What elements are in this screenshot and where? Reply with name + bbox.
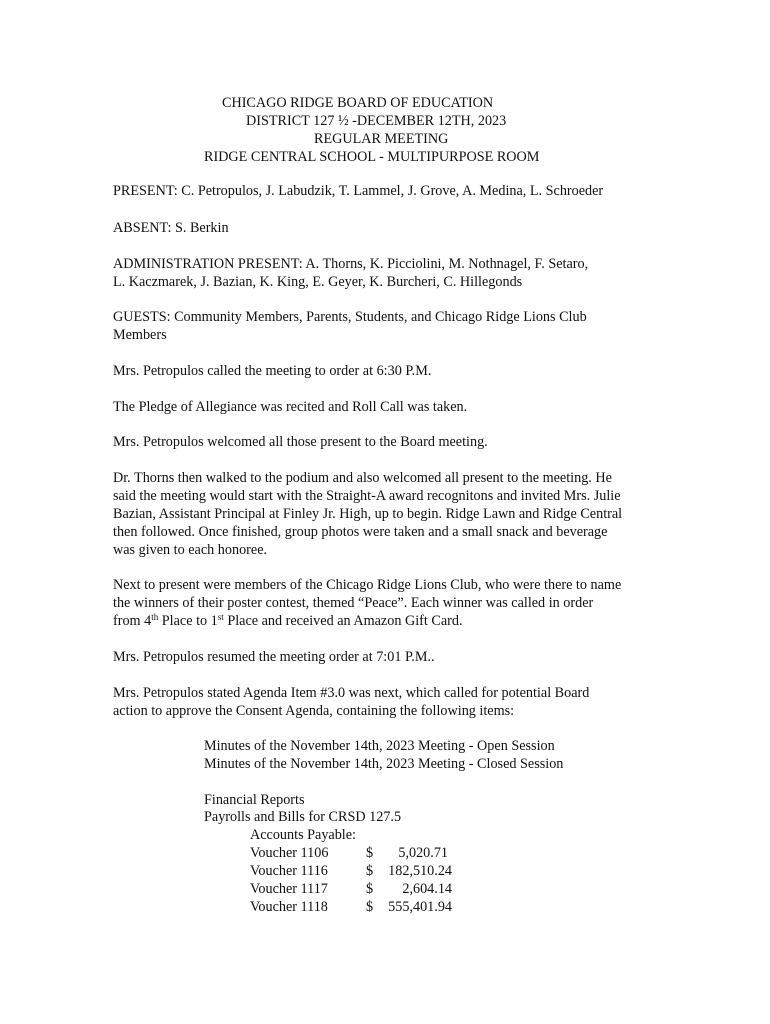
agenda-paragraph xyxy=(113,684,673,720)
header-location: RIDGE CENTRAL SCHOOL - MULTIPURPOSE ROOM xyxy=(204,149,540,165)
consent-minutes-open: Minutes of the November 14th, 2023 Meeting - Open Session xyxy=(204,738,555,754)
present-paragraph xyxy=(113,182,673,200)
voucher-currency: $ xyxy=(366,881,374,897)
voucher-row xyxy=(250,898,470,916)
lions-line-2: the winners of their poster contest, themed “Peace”. Each winner was called in order xyxy=(113,595,594,611)
thorns-line-1: Dr. Thorns then walked to the podium and also welcomed all present to the meeting. He xyxy=(113,470,612,486)
absent-text: ABSENT: S. Berkin xyxy=(113,220,229,236)
voucher-name: Voucher 1117 xyxy=(250,881,328,897)
pledge-paragraph xyxy=(113,398,673,416)
welcome-text: Mrs. Petropulos welcomed all those present to the Board meeting. xyxy=(113,434,488,450)
voucher-name: Voucher 1118 xyxy=(250,899,328,915)
resumed-text: Mrs. Petropulos resumed the meeting order at 7:01 P.M.. xyxy=(113,649,435,665)
thorns-paragraph xyxy=(113,469,673,559)
consent-payrolls: Payrolls and Bills for CRSD 127.5 xyxy=(204,809,402,825)
thorns-line-5: was given to each honoree. xyxy=(113,542,268,558)
administration-line-1: ADMINISTRATION PRESENT: A. Thorns, K. Picciolini, M. Nothnagel, F. Setaro, xyxy=(113,256,589,272)
header-board-name: CHICAGO RIDGE BOARD OF EDUCATION xyxy=(222,95,494,111)
consent-financial-reports: Financial Reports xyxy=(204,792,305,808)
administration-line-2: L. Kaczmarek, J. Bazian, K. King, E. Geyer, K. Burcheri, C. Hillegonds xyxy=(113,274,523,290)
voucher-row xyxy=(250,862,470,880)
agenda-line-1: Mrs. Petropulos stated Agenda Item #3.0 was next, which called for potential Board xyxy=(113,685,590,701)
voucher-currency: $ xyxy=(366,863,374,879)
consent-accounts-payable: Accounts Payable: xyxy=(250,827,356,843)
guests-line-2: Members xyxy=(113,327,167,343)
voucher-currency: $ xyxy=(366,899,374,915)
resumed-paragraph xyxy=(113,648,673,666)
agenda-line-2: action to approve the Consent Agenda, containing the following items: xyxy=(113,703,515,719)
welcome-paragraph xyxy=(113,433,673,451)
thorns-line-3: Bazian, Assistant Principal at Finley Jr. High, up to begin. Ridge Lawn and Ridge Central xyxy=(113,506,623,522)
call-to-order-text: Mrs. Petropulos called the meeting to order at 6:30 P.M. xyxy=(113,363,432,379)
voucher-name: Voucher 1116 xyxy=(250,863,328,879)
guests-line-1: GUESTS: Community Members, Parents, Students, and Chicago Ridge Lions Club xyxy=(113,309,587,325)
lions-line-3: from 4th Place to 1st Place and received an Amazon Gift Card. xyxy=(113,612,463,629)
absent-paragraph xyxy=(113,219,673,237)
lions-paragraph xyxy=(113,576,673,630)
administration-paragraph xyxy=(113,255,673,291)
voucher-row xyxy=(250,844,470,862)
header-meeting-type: REGULAR MEETING xyxy=(314,131,449,147)
voucher-amount: 555,401.94 xyxy=(388,899,452,915)
voucher-amount: 182,510.24 xyxy=(388,863,452,879)
call-to-order-paragraph xyxy=(113,362,673,380)
present-text: PRESENT: C. Petropulos, J. Labudzik, T. Lammel, J. Grove, A. Medina, L. Schroeder xyxy=(113,183,604,199)
voucher-row xyxy=(250,880,470,898)
consent-minutes-closed: Minutes of the November 14th, 2023 Meeting - Closed Session xyxy=(204,756,564,772)
thorns-line-4: then followed. Once finished, group photos were taken and a small snack and beverage xyxy=(113,524,608,540)
voucher-currency: $ xyxy=(366,845,374,861)
voucher-name: Voucher 1106 xyxy=(250,845,329,861)
lions-line-1: Next to present were members of the Chicago Ridge Lions Club, who were there to name xyxy=(113,577,622,593)
pledge-text: The Pledge of Allegiance was recited and Roll Call was taken. xyxy=(113,399,468,415)
thorns-line-2: said the meeting would start with the Straight-A award recognitons and invited Mrs. Julie xyxy=(113,488,621,504)
voucher-amount: 2,604.14 xyxy=(402,881,452,897)
header-district-date: DISTRICT 127 ½ -DECEMBER 12TH, 2023 xyxy=(246,113,507,129)
voucher-amount: 5,020.71 xyxy=(398,845,448,861)
guests-paragraph xyxy=(113,308,673,344)
